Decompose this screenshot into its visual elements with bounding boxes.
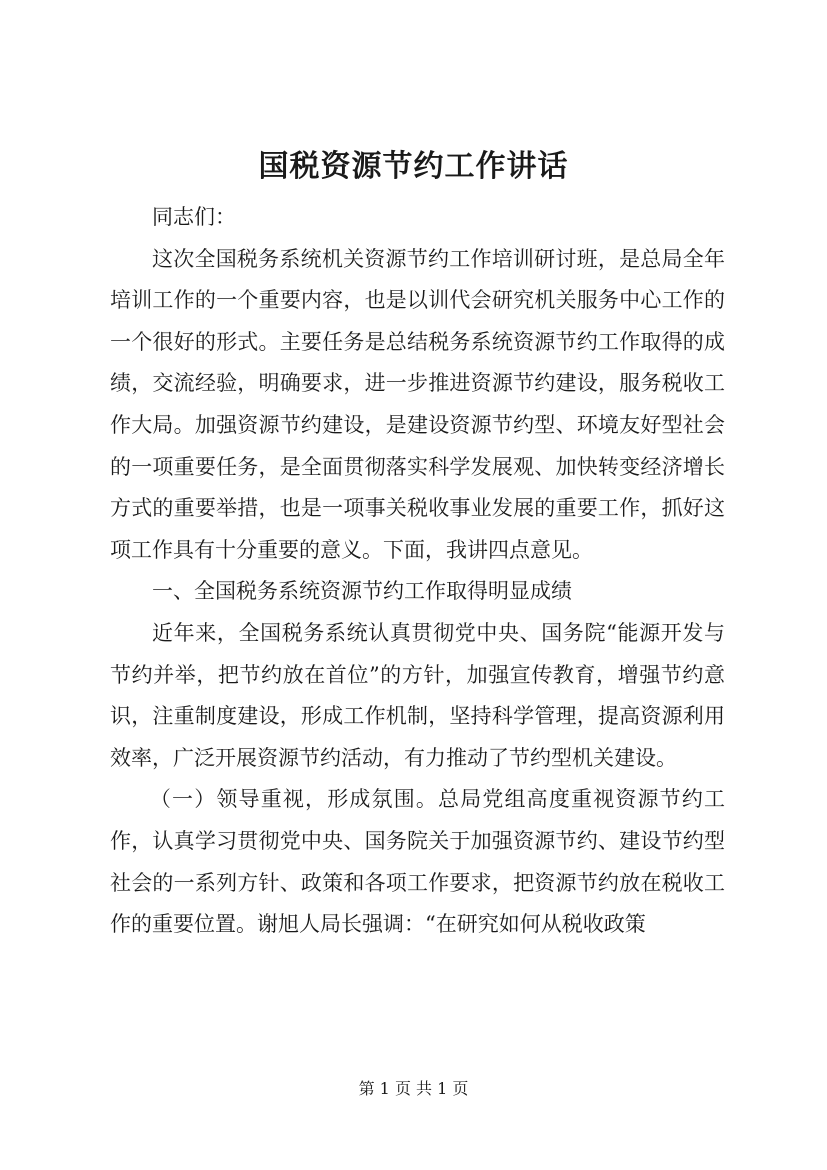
paragraph-intro: 这次全国税务系统机关资源节约工作培训研讨班，是总局全年培训工作的一个重要内容，也是以训代会研究机关服务中心工作的一个很好的形式。主要任务是总结税务系统资源节约工作取得的成绩，交流经验，明确要求，进一步推进资源节约建设，服务税收工作大局。加强资源节约建设，是建设资源节约型、环境友好型社会的一项重要任务，是全面贯彻落实科学发展观、加快转变经济增长方式的重要举措，也是一项事关税收事业发展的重要工作，抓好这项工作具有十分重要的意义。下面，我讲四点意见。 (110, 246, 725, 562)
section-heading-1: 一、全国税务系统资源节约工作取得明显成绩 (152, 579, 572, 604)
document-title: 国税资源节约工作讲话 (258, 149, 569, 184)
paragraph-achievements: 近年来，全国税务系统认真贯彻党中央、国务院“能源开发与节约并举，把节约放在首位”的方针，加强宣传教育，增强节约意识，注重制度建设，形成工作机制，坚持科学管理，提高资源利用效率，广泛开展资源节约活动，有力推动了节约型机关建设。 (110, 620, 725, 770)
salutation: 同志们： (152, 205, 236, 229)
page-footer: 第 1 页 共 1 页 (358, 1079, 469, 1098)
subsection-1: （一）领导重视，形成氛围。总局党组高度重视资源节约工作，认真学习贯彻党中央、国务院关于加强资源节约、建设节约型社会的一系列方针、政策和各项工作要求，把资源节约放在税收工作的重要位置。谢旭人局长强调：“在研究如何从税收政策 (110, 787, 725, 937)
document-body (110, 197, 725, 946)
